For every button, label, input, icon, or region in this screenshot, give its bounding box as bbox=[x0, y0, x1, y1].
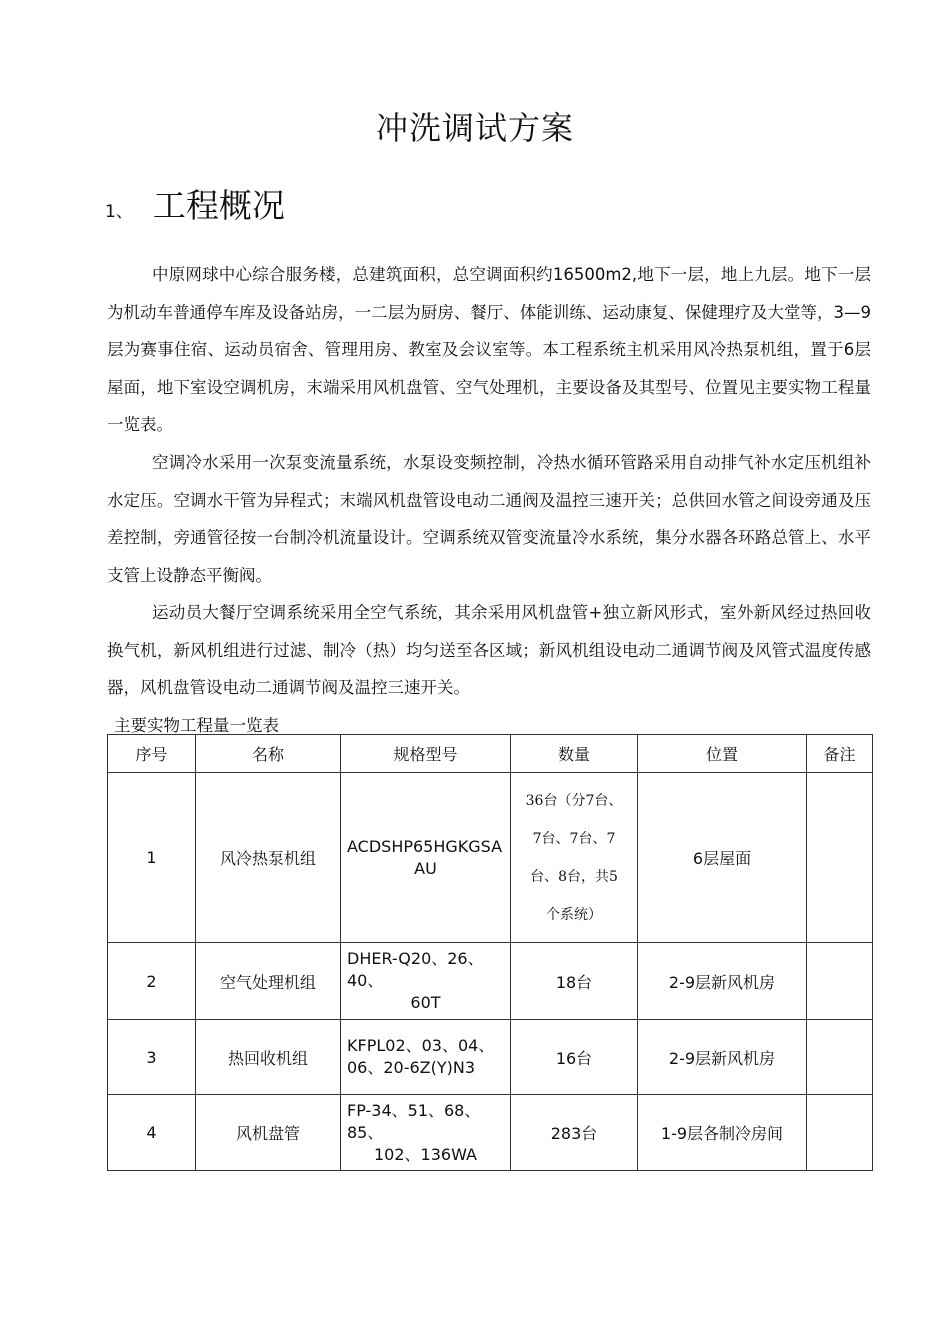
cell-qty bbox=[511, 773, 638, 943]
cold-water-system-paragraph: 空调冷水采用一次泵变流量系统，水泵设变频控制，冷热水循环管路采用自动排气补水定压机组补水定压。空调水干管为异程式；末端风机盘管设电动二通阀及温控三速开关；总供回水管之间设旁通及压差控制，旁通管径按一台制冷机流量设计。空调系统双管变流量冷水系统，集分水器各环路总管上、水平支管上设静态平衡阀。 bbox=[107, 453, 871, 585]
spec-line-2: 60T bbox=[410, 993, 441, 1012]
document-title: 冲洗调试方案 bbox=[375, 109, 574, 147]
cell-name: 风机盘管 bbox=[196, 1095, 341, 1171]
cell-note bbox=[807, 1020, 873, 1095]
air-system-paragraph: 运动员大餐厅空调系统采用全空气系统，其余采用风机盘管+独立新风形式，室外新风经过热回收换气机，新风机组进行过滤、制冷（热）均匀送至各区域；新风机组设电动二通调节阀及风管式温度传感器，风机盘管设电动二通调节阀及温控三速开关。 bbox=[107, 603, 871, 697]
equipment-table bbox=[107, 734, 873, 1171]
section-number: 1、 bbox=[105, 202, 133, 222]
cell-spec bbox=[341, 943, 511, 1020]
cell-note bbox=[807, 773, 873, 943]
qty-line: 台、8台，共5 bbox=[530, 868, 618, 885]
cell-qty: 16台 bbox=[511, 1020, 638, 1095]
cell-name: 风冷热泵机组 bbox=[196, 773, 341, 943]
cell-no: 4 bbox=[108, 1095, 196, 1171]
cell-no: 1 bbox=[108, 773, 196, 943]
cell-location: 6层屋面 bbox=[638, 773, 807, 943]
cell-no: 3 bbox=[108, 1020, 196, 1095]
cell-location: 2-9层新风机房 bbox=[638, 1020, 807, 1095]
spec-line-1: KFPL02、03、04、 bbox=[347, 1036, 495, 1055]
cell-note bbox=[807, 1095, 873, 1171]
qty-line: 个系统） bbox=[546, 906, 602, 923]
section-heading bbox=[105, 180, 285, 227]
cell-name: 热回收机组 bbox=[196, 1020, 341, 1095]
spec-line-2: 102、136WA bbox=[374, 1144, 477, 1164]
table-row bbox=[108, 943, 873, 1020]
table-header-row bbox=[108, 735, 873, 773]
table-row bbox=[108, 1095, 873, 1171]
header-name: 名称 bbox=[196, 735, 341, 773]
cell-location: 2-9层新风机房 bbox=[638, 943, 807, 1020]
spec-line-1: DHER-Q20、26、40、 bbox=[347, 949, 484, 990]
table-row bbox=[108, 773, 873, 943]
section-heading-text: 工程概况 bbox=[152, 186, 285, 225]
spec-line-2: AU bbox=[414, 858, 437, 878]
cell-name: 空气处理机组 bbox=[196, 943, 341, 1020]
header-spec: 规格型号 bbox=[341, 735, 511, 773]
cell-note bbox=[807, 943, 873, 1020]
header-location: 位置 bbox=[638, 735, 807, 773]
qty-line: 36台（分7台、 bbox=[525, 792, 623, 809]
qty-line: 7台、7台、7 bbox=[532, 830, 616, 847]
spec-line-1: ACDSHP65HGKGSA bbox=[347, 836, 503, 856]
cell-spec bbox=[341, 1095, 511, 1171]
cell-spec bbox=[341, 1020, 511, 1095]
table-row bbox=[108, 1020, 873, 1095]
cell-spec bbox=[341, 773, 511, 943]
cell-no: 2 bbox=[108, 943, 196, 1020]
table-caption: 主要实物工程量一览表 bbox=[114, 716, 279, 735]
spec-line-2: 06、20-6Z(Y)N3 bbox=[347, 1058, 476, 1077]
header-note: 备注 bbox=[807, 735, 873, 773]
header-qty: 数量 bbox=[511, 735, 638, 773]
spec-line-1: FP-34、51、68、85、 bbox=[347, 1100, 481, 1142]
cell-qty: 18台 bbox=[511, 943, 638, 1020]
cell-qty: 283台 bbox=[511, 1095, 638, 1171]
cell-location: 1-9层各制冷房间 bbox=[638, 1095, 807, 1171]
header-no: 序号 bbox=[108, 735, 196, 773]
overview-paragraph: 中原网球中心综合服务楼，总建筑面积，总空调面积约16500m2,地下一层，地上九层。地下一层为机动车普通停车库及设备站房，一二层为厨房、餐厅、体能训练、运动康复、保健理疗及大堂等，3—9层为赛事住宿、运动员宿舍、管理用房、教室及会议室等。本工程系统主机采用风冷热泵机组，置于6层屋面，地下室设空调机房，末端采用风机盘管、空气处理机，主要设备及其型号、位置见主要实物工程量一览表。 bbox=[107, 265, 871, 434]
